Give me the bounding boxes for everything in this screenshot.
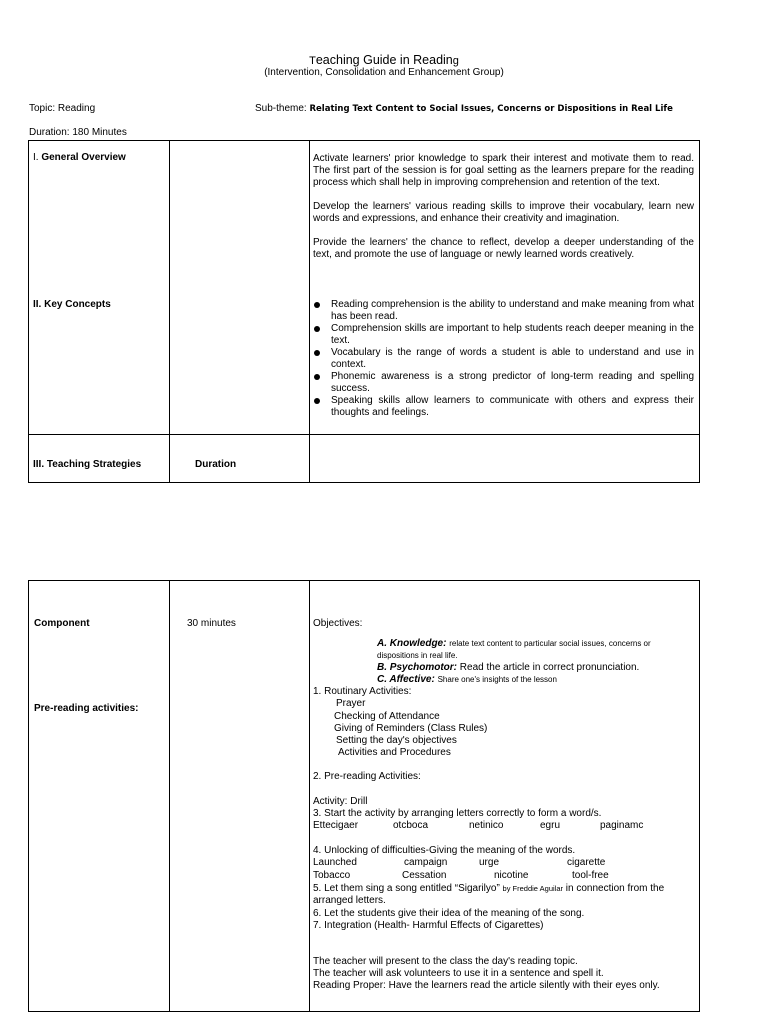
vocab-row [313,870,697,883]
step-7: 7. Integration (Health- Harmful Effects of Cigarettes) [313,919,544,931]
list-item: Comprehension skills are important to help students reach deeper meaning in the text. [313,323,694,347]
vocab-word: Cessation [402,870,447,882]
component-duration: 30 minutes [187,618,236,629]
list-item: Reading comprehension is the ability to understand and make meaning from what has been read. [313,299,694,323]
list-item: Giving of Reminders (Class Rules) [334,722,488,734]
step-4: 4. Unlocking of difficulties-Giving the meaning of the words. [313,845,576,857]
step-5-cont: arranged letters. [313,895,386,907]
step-6: 6. Let the students give their idea of the meaning of the song. [313,907,585,919]
teaching-strategies-heading: III. Teaching Strategies [33,459,142,470]
overview-paragraph: Provide the learners' the chance to reflect, develop a deeper understanding of the text, and promote the use of language or newly learned words creatively. [313,237,694,260]
overview-table [28,140,700,483]
vocab-word: cigarette [567,857,606,869]
subtheme-label: Sub-theme: [255,103,307,114]
routinary-title: 1. Routinary Activities: [313,686,412,698]
objectives-heading: Objectives: [313,618,363,629]
column-divider [169,141,170,482]
bullet-icon [314,398,320,404]
pre-reading-title: 2. Pre-reading Activities: [313,771,421,783]
vocab-word: urge [479,857,500,869]
bullet-icon [314,350,320,356]
component-table [28,580,700,1012]
duration-label: Duration: 180 Minutes [29,127,127,138]
topic-label: Topic: Reading [29,103,96,114]
column-divider [169,581,170,1011]
list-item: Setting the day's objectives [336,735,457,747]
jumbled-word: netinico [469,820,504,832]
document-title: Teaching Guide in Reading [309,53,459,67]
closing-line: The teacher will present to the class the day's reading topic. [313,956,578,968]
vocab-word: tool-free [572,870,609,882]
vocab-word: Tobacco [313,870,351,882]
jumbled-words-row [313,820,697,832]
activity-drill: Activity: Drill [313,795,368,807]
list-item: Vocabulary is the range of words a student is able to understand and use in context. [313,347,694,371]
jumbled-word: paginamc [600,820,644,832]
duration-heading: Duration [195,459,237,470]
list-item: Speaking skills allow learners to communicate with others and express their thoughts and feelings. [313,395,694,419]
vocab-word: Launched [313,857,357,869]
objective-psychomotor: B. Psychomotor: Read the article in correct pronunciation. [377,662,640,674]
subtheme [255,103,673,114]
row-divider [29,434,699,435]
vocab-word: campaign [404,857,448,869]
jumbled-word: egru [540,820,561,832]
overview-content [313,153,694,261]
objectives-content [313,618,697,993]
objective-knowledge-cont: dispositions in real life. [377,651,458,661]
list-item: Phonemic awareness is a strong predictor of long-term reading and spelling success. [313,371,694,395]
list-item: Checking of Attendance [334,710,440,722]
vocab-word: nicotine [494,870,529,882]
objective-knowledge: A. Knowledge: relate text content to particular social issues, concerns or [377,638,651,650]
jumbled-word: otcboca [393,820,429,832]
overview-paragraph: Activate learners' prior knowledge to spark their interest and motivate them to read. The first part of the session is for goal setting as the learners prepare for the reading process which shall help in improving comprehension and retention of the text. [313,153,694,188]
list-item: Prayer [336,698,366,710]
objective-affective: C. Affective: Share one's insights of the lesson [377,674,557,686]
key-concepts-list [313,299,694,419]
vocab-row [313,857,697,870]
closing-line: Reading Proper: Have the learners read the article silently with their eyes only. [313,980,660,992]
step-3: 3. Start the activity by arranging letters correctly to form a word/s. [313,807,602,819]
closing-line: The teacher will ask volunteers to use it in a sentence and spell it. [313,968,604,980]
component-heading: Component [34,618,90,629]
step-5: 5. Let them sing a song entitled “Sigarilyo” by Freddie Aguilar in connection from the [313,883,665,895]
subtheme-value: Relating Text Content to Social Issues, Concerns or Dispositions in Real Life [309,104,673,114]
bullet-icon [314,326,320,332]
pre-reading-heading: Pre-reading activities: [34,703,139,714]
overview-paragraph: Develop the learners' various reading skills to improve their vocabulary, learn new words and expressions, and enhance their creativity and imagination. [313,201,694,224]
bullet-icon [314,374,320,380]
document-subtitle: (Intervention, Consolidation and Enhancement Group) [264,67,504,78]
list-item: Activities and Procedures [338,747,451,759]
key-concepts-heading: II. Key Concepts [33,299,111,310]
bullet-icon [314,302,320,308]
general-overview-heading: I. General Overview [33,152,126,163]
objectives-list [313,638,697,686]
column-divider [309,581,310,1011]
jumbled-word: Ettecigaer [313,820,359,832]
column-divider [309,141,310,482]
